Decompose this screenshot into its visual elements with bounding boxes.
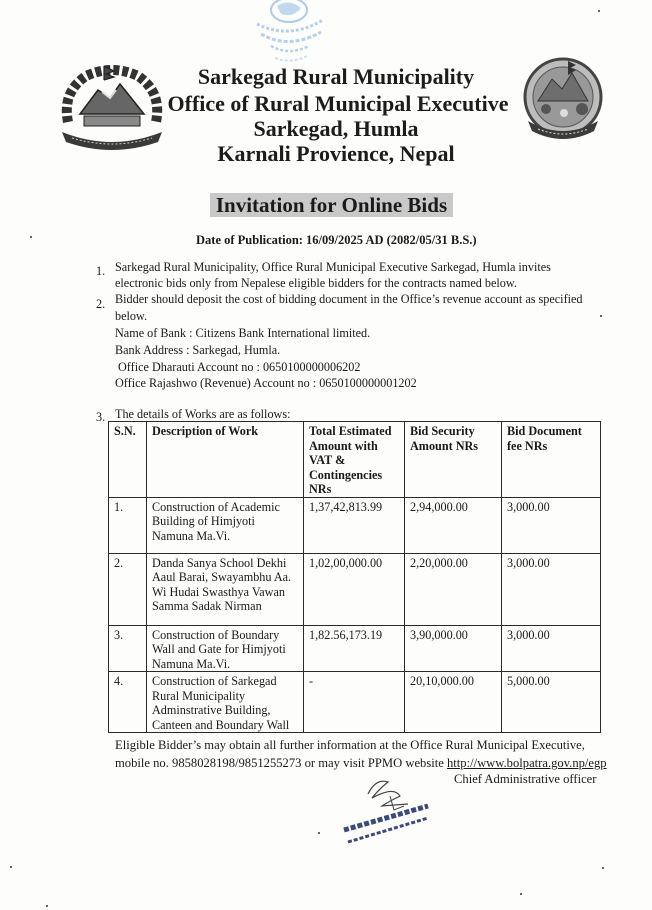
cell-description: Construction of Academic Building of Himjyoti Namuna Ma.Vi. <box>147 497 304 553</box>
header-sn: S.N. <box>109 422 147 498</box>
table-row <box>109 497 601 553</box>
table-row <box>109 672 601 733</box>
cell-security: 3,90,000.00 <box>405 625 502 672</box>
info-line-2 <box>115 755 607 772</box>
table-row <box>109 625 601 672</box>
point-number: 2. <box>96 297 106 311</box>
cell-fee: 3,000.00 <box>502 625 601 672</box>
cell-estimated: 1,02,00,000.00 <box>304 553 405 625</box>
scan-speck <box>602 867 604 869</box>
ppmo-website-link[interactable]: http://www.bolpatra.gov.np/egp <box>446 756 607 770</box>
header-fee: Bid Document fee NRs <box>502 422 601 498</box>
cell-sn: 4. <box>109 672 147 733</box>
table-header-row <box>109 422 601 498</box>
bank-address: Bank Address : Sarkegad, Humla. <box>115 343 281 357</box>
scan-speck <box>520 893 522 895</box>
cell-sn: 3. <box>109 625 147 672</box>
works-table <box>108 421 601 733</box>
notice-title: Invitation for Online Bids <box>210 193 453 217</box>
cell-description: Construction of Boundary Wall and Gate for Himjyoti Namuna Ma.Vi. <box>147 625 304 672</box>
cell-sn: 1. <box>109 497 147 553</box>
cell-fee: 3,000.00 <box>502 553 601 625</box>
publication-date: Date of Publication: 16/09/2025 AD (2082/05/31 B.S.) <box>196 233 477 247</box>
cell-estimated: - <box>304 672 405 733</box>
point-2-line2: below. <box>115 309 148 323</box>
cell-security: 20,10,000.00 <box>405 672 502 733</box>
cell-fee: 5,000.00 <box>502 672 601 733</box>
cell-estimated: 1,82.56,173.19 <box>304 625 405 672</box>
point-2-line1: Bidder should deposit the cost of bidding document in the Office’s revenue account as specified <box>115 292 583 306</box>
cell-security: 2,20,000.00 <box>405 553 502 625</box>
point-1-line2: electronic bids only from Nepalese eligible bidders for the contracts named below. <box>115 276 517 290</box>
cell-security: 2,94,000.00 <box>405 497 502 553</box>
org-name: Sarkegad Rural Municipality <box>197 64 475 89</box>
scan-speck <box>598 10 600 12</box>
scan-speck <box>600 315 602 317</box>
scan-speck <box>30 236 32 238</box>
info-line-1: Eligible Bidder’s may obtain all further information at the Office Rural Municipal Executive, <box>115 738 585 752</box>
rajashwo-account: Office Rajashwo (Revenue) Account no : 0650100000001202 <box>115 376 417 390</box>
contact-text: mobile no. 9858028198/9851255273 or may visit PPMO website <box>115 756 447 770</box>
office-seal-stamp-icon <box>243 0 335 66</box>
office-name: Office of Rural Municipal Executive <box>167 91 509 116</box>
header-security: Bid Security Amount NRs <box>405 422 502 498</box>
cell-estimated: 1,37,42,813.99 <box>304 497 405 553</box>
cell-description: Construction of Sarkegad Rural Municipality Adminstrative Building, Canteen and Boundary Wall <box>147 672 304 733</box>
location: Sarkegad, Humla <box>253 116 419 141</box>
point-3-line1: The details of Works are as follows: <box>115 407 291 421</box>
point-number: 3. <box>96 410 106 424</box>
cell-sn: 2. <box>109 553 147 625</box>
dharauti-account: Office Dharauti Account no : 0650100000006202 <box>118 360 361 374</box>
header-description: Description of Work <box>147 422 304 498</box>
header-estimated: Total Estimated Amount with VAT & Contingencies NRs <box>304 422 405 498</box>
scan-speck <box>46 905 48 907</box>
cell-fee: 3,000.00 <box>502 497 601 553</box>
point-1-line1: Sarkegad Rural Municipality, Office Rural Municipal Executive Sarkegad, Humla invites <box>115 260 551 274</box>
scan-speck <box>318 832 320 834</box>
table-row <box>109 553 601 625</box>
signature-stamp-icon <box>338 776 448 846</box>
province: Karnali Provience, Nepal <box>217 141 455 166</box>
scan-speck <box>10 866 12 868</box>
point-number: 1. <box>96 264 106 278</box>
signatory-title: Chief Administrative officer <box>454 772 597 786</box>
cell-description: Danda Sanya School Dekhi Aaul Barai, Swayambhu Aa. Wi Hudai Swasthya Vawan Samma Sadak Nirman <box>147 553 304 625</box>
bank-name: Name of Bank : Citizens Bank International limited. <box>115 326 371 340</box>
